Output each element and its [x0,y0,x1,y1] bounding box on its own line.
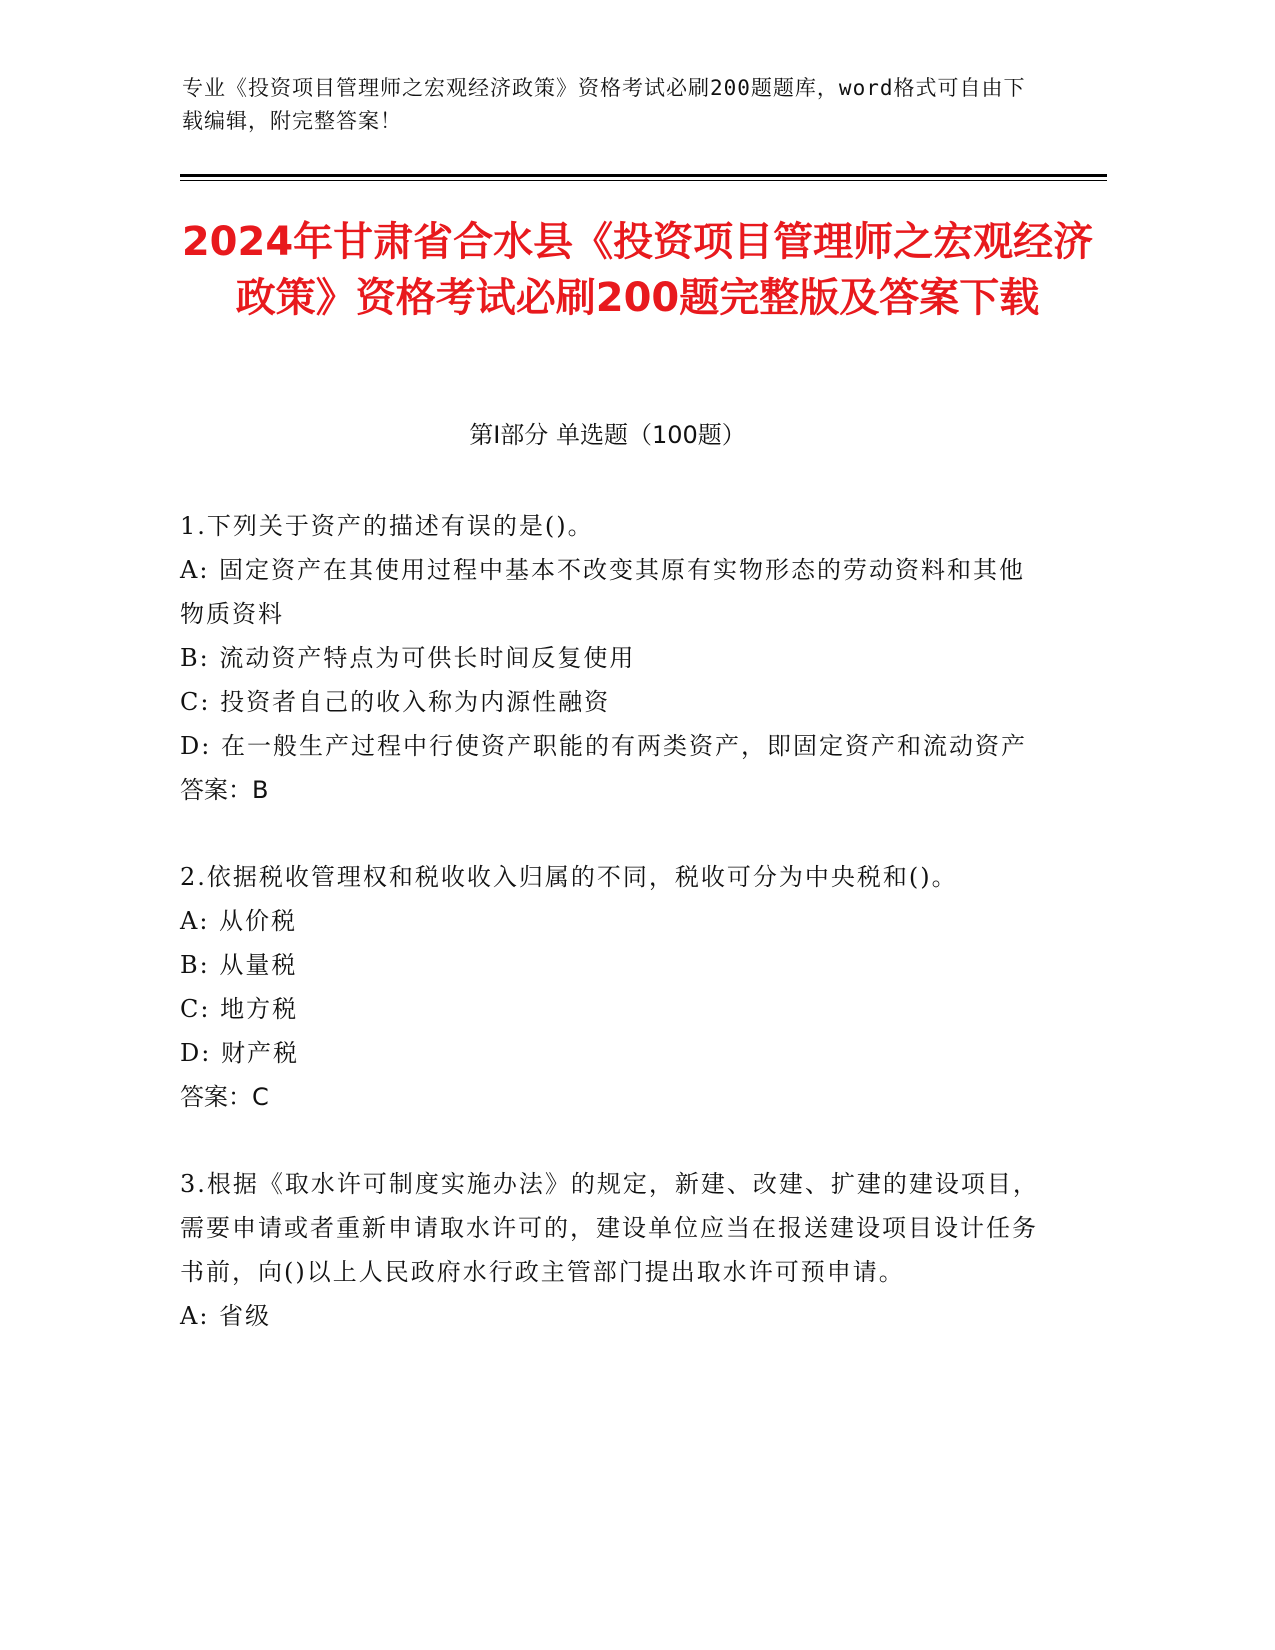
option-d: D: 财产税 [180,1039,299,1067]
option-a: A: 省级 [180,1302,272,1330]
section-heading: 第I部分 单选题（100题） [469,421,746,449]
answer-line: 答案：B [180,776,269,804]
option-a: A: 固定资产在其使用过程中基本不改变其原有实物形态的劳动资料和其他物质资料 [180,556,1026,628]
option-b: B: 流动资产特点为可供长时间反复使用 [180,644,636,672]
answer-line: 答案：C [180,1083,269,1111]
question-stem: 1.下列关于资产的描述有误的是()。 [180,512,594,540]
option-b: B: 从量税 [180,951,298,979]
question-stem: 2.依据税收管理权和税收收入归属的不同，税收可分为中央税和()。 [180,863,958,891]
header-divider-thick [180,174,1107,177]
question-stem: 3.根据《取水许可制度实施办法》的规定，新建、改建、扩建的建设项目，需要申请或者重新申请取水许可的，建设单位应当在报送建设项目设计任务书前，向()以上人民政府水行政主管部门提出取水许可预申请。 [180,1170,1039,1286]
option-c: C: 地方税 [180,995,299,1023]
question-2 [180,855,1040,1119]
document-title: 2024年甘肃省合水县《投资项目管理师之宏观经济政策》资格考试必刷200题完整版及答案下载 [181,219,1094,321]
option-d: D: 在一般生产过程中行使资产职能的有两类资产，即固定资产和流动资产 [180,732,1027,760]
question-1 [180,504,1040,812]
question-list [180,504,1040,1381]
option-c: C: 投资者自己的收入称为内源性融资 [180,688,611,716]
option-a: A: 从价税 [180,907,298,935]
question-3 [180,1162,1040,1338]
header-divider-thin [180,180,1107,181]
header-note: 专业《投资项目管理师之宏观经济政策》资格考试必刷200题题库，word格式可自由下载编辑，附完整答案！ [182,76,1026,133]
